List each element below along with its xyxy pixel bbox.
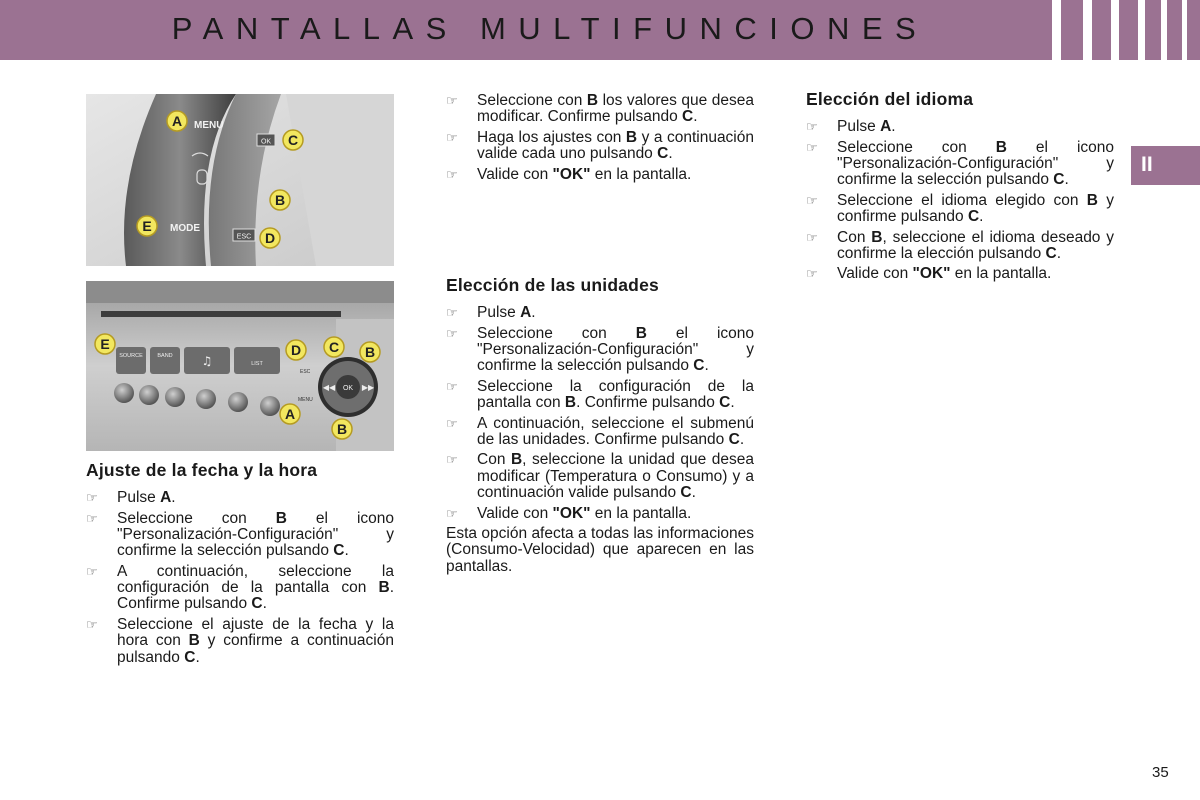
radio-panel-photo — [86, 281, 394, 451]
pointing-hand-icon: ☞ — [446, 166, 458, 182]
header-stripe — [1083, 0, 1092, 60]
text-span: y confirme a continuación pulsando — [117, 632, 394, 666]
ok-button-label: OK — [260, 138, 272, 146]
steps-list — [446, 93, 754, 183]
text-span: Seleccione con — [837, 138, 996, 156]
bold-key: B — [510, 451, 523, 469]
text-span: el icono "Personalización-Configuración" y confirme la selección pulsando — [837, 138, 1114, 189]
text-span: . — [344, 542, 349, 560]
text-span: Pulse — [477, 304, 521, 322]
rewind-icon: ◀◀ — [322, 383, 336, 392]
menu-button-label: MENU — [194, 120, 224, 131]
bold-key: B — [1086, 191, 1098, 209]
callout-c — [283, 130, 303, 150]
units-note: Esta opción afecta a todas las informaciones (Consumo-Velocidad) que aparecen en las pantallas. — [446, 524, 754, 575]
heading-units: Elección de las unidades — [446, 275, 659, 295]
text-span: Seleccione con — [477, 324, 636, 342]
bold-key: B — [871, 228, 883, 246]
pointing-hand-icon: ☞ — [806, 266, 818, 282]
page-title: PANTALLAS MULTIFUNCIONES — [171, 11, 929, 46]
list-item — [806, 119, 1114, 135]
text-span: . — [691, 484, 696, 502]
bold-key: B — [625, 128, 638, 146]
pointing-hand-icon: ☞ — [446, 325, 458, 341]
text-span: Seleccione con — [117, 509, 276, 527]
svg-text:A: A — [171, 113, 183, 129]
callout-c — [324, 337, 344, 357]
svg-text:E: E — [100, 336, 110, 352]
bold-key: C — [1053, 171, 1065, 189]
pointing-hand-icon: ☞ — [806, 192, 818, 208]
list-item — [446, 93, 754, 126]
text-span: . — [668, 145, 673, 163]
text-span: , seleccione la unidad que desea modificar (Temperatura o Consumo) y a continuación valide pulsando — [477, 451, 754, 502]
bold-key: B — [275, 509, 287, 527]
text-span: Seleccione el idioma elegido con — [837, 191, 1087, 209]
pointing-hand-icon: ☞ — [86, 510, 98, 526]
text-span: A continuación, seleccione la configuración de la pantalla con — [117, 562, 394, 597]
text-span: Pulse — [117, 489, 161, 507]
text-span: . — [1056, 244, 1062, 262]
svg-text:C: C — [328, 339, 340, 355]
bold-key: "OK" — [552, 165, 591, 183]
menu-button-label: MENU — [298, 397, 313, 403]
list-item — [86, 490, 394, 506]
header-stripe — [1052, 0, 1061, 60]
text-span: A continuación, seleccione el submenú de las unidades. Confirme pulsando — [477, 414, 754, 448]
svg-text:C: C — [287, 132, 299, 148]
list-item — [446, 452, 754, 501]
pointing-hand-icon: ☞ — [806, 229, 818, 245]
bold-key: C — [184, 648, 196, 666]
text-span: . — [531, 304, 536, 322]
bold-key: A — [880, 118, 892, 136]
fast-forward-icon: ▶▶ — [361, 383, 375, 392]
steps-list — [86, 490, 394, 666]
text-span: . Confirme pulsando — [576, 394, 720, 412]
bold-key: "OK" — [912, 265, 951, 283]
text-span: Seleccione el ajuste de la fecha y la hora con — [117, 615, 394, 650]
bold-key: C — [693, 357, 705, 375]
bold-key: "OK" — [552, 504, 591, 522]
bold-key: B — [995, 138, 1007, 156]
header-stripe — [1138, 0, 1145, 60]
callout-b — [332, 419, 352, 439]
callout-b — [360, 342, 380, 362]
bold-key: A — [160, 489, 172, 507]
svg-text:D: D — [264, 230, 276, 246]
text-span: y confirme pulsando — [837, 191, 1114, 226]
list-item — [446, 416, 754, 449]
pointing-hand-icon: ☞ — [446, 378, 458, 394]
list-item — [806, 193, 1114, 226]
callout-d — [260, 228, 280, 248]
list-item — [86, 511, 394, 560]
bold-key: B — [188, 632, 200, 650]
column-units — [446, 277, 754, 575]
steps-list — [446, 305, 754, 522]
bold-key: B — [378, 579, 390, 597]
text-span: en la pantalla. — [590, 165, 692, 183]
bold-key: B — [564, 394, 577, 412]
pointing-hand-icon: ☞ — [446, 305, 458, 321]
bold-key: C — [682, 108, 694, 126]
svg-text:B: B — [274, 192, 286, 208]
section-tab — [1131, 146, 1200, 185]
pointing-hand-icon: ☞ — [86, 616, 98, 632]
pointing-hand-icon: ☞ — [446, 129, 458, 145]
text-span: . — [891, 118, 896, 136]
text-span: . — [262, 595, 267, 613]
steps-list — [806, 119, 1114, 282]
svg-text:B: B — [336, 421, 348, 437]
bold-key: C — [333, 542, 345, 560]
bold-key: C — [967, 208, 980, 226]
text-span: Haga los ajustes con — [477, 128, 626, 146]
text-span: en la pantalla. — [950, 265, 1052, 283]
bold-key: B — [635, 324, 647, 342]
text-span: , seleccione el idioma deseado y confirme la elección pulsando — [837, 228, 1114, 262]
text-span: . — [730, 394, 735, 412]
ok-button-label: OK — [342, 385, 354, 392]
callout-d — [286, 340, 306, 360]
steering-controls-photo — [86, 94, 394, 266]
pointing-hand-icon: ☞ — [446, 415, 458, 431]
list-item — [806, 140, 1114, 189]
text-span: . — [171, 489, 176, 507]
list-item — [86, 617, 394, 666]
bold-key: C — [728, 430, 740, 448]
text-span: . — [704, 357, 709, 375]
column-continued-steps — [446, 93, 754, 187]
pointing-hand-icon: ☞ — [806, 119, 818, 135]
header-stripe — [1161, 0, 1167, 60]
svg-text:B: B — [364, 344, 376, 360]
section-tab-label: II — [1141, 153, 1153, 176]
callout-e — [95, 334, 115, 354]
text-span: . — [979, 208, 984, 226]
list-item — [446, 379, 754, 412]
callout-e — [137, 216, 157, 236]
list-button-label: LIST — [251, 361, 263, 367]
list-item — [806, 266, 1114, 282]
list-item — [446, 506, 754, 522]
text-span: . — [1064, 171, 1069, 189]
text-span: . — [195, 648, 200, 666]
column-date-time — [86, 462, 394, 670]
header-stripe — [1182, 0, 1187, 60]
esc-button-label: ESC — [300, 369, 311, 375]
pointing-hand-icon: ☞ — [86, 563, 98, 579]
svg-text:D: D — [290, 342, 302, 358]
list-item — [446, 305, 754, 321]
pointing-hand-icon: ☞ — [446, 93, 458, 108]
bold-key: C — [680, 484, 692, 502]
text-span: . — [693, 108, 698, 126]
text-span: en la pantalla. — [590, 504, 692, 522]
text-span: el icono "Personalización-Configuración" y confirme la selección pulsando — [477, 324, 754, 375]
column-language — [806, 91, 1114, 287]
bold-key: C — [719, 394, 731, 412]
pointing-hand-icon: ☞ — [806, 139, 818, 155]
music-note-icon: ♫ — [201, 354, 213, 368]
page-header — [0, 0, 1200, 60]
text-span: Con — [837, 228, 872, 246]
list-item — [86, 564, 394, 613]
list-item — [446, 326, 754, 375]
bold-key: C — [251, 595, 263, 613]
list-item — [446, 167, 754, 183]
pointing-hand-icon: ☞ — [86, 490, 98, 506]
callout-a — [167, 111, 187, 131]
list-item — [446, 130, 754, 163]
svg-text:E: E — [142, 218, 152, 234]
text-span: Con — [477, 451, 511, 469]
band-button-label: BAND — [157, 353, 173, 359]
text-span: Valide con — [837, 265, 913, 283]
callout-b — [270, 190, 290, 210]
page-number: 35 — [1152, 764, 1169, 781]
text-span: y a continuación valide cada uno pulsando — [477, 128, 754, 163]
bold-key: B — [586, 92, 599, 109]
text-span: Valide con — [477, 504, 553, 522]
svg-text:A: A — [284, 406, 296, 422]
text-span: . — [739, 430, 745, 448]
text-span: Seleccione la configuración de la pantalla con — [477, 377, 754, 412]
text-span: Seleccione con — [477, 92, 587, 109]
heading-date-time: Ajuste de la fecha y la hora — [86, 460, 318, 480]
text-span: . Confirme pulsando — [117, 579, 394, 613]
heading-language: Elección del idioma — [806, 89, 974, 109]
source-button-label: SOURCE — [119, 353, 143, 359]
bold-key: C — [657, 145, 669, 163]
text-span: los valores que desea modificar. Confirme pulsando — [477, 92, 754, 126]
pointing-hand-icon: ☞ — [446, 505, 458, 521]
mode-button-label: MODE — [170, 223, 200, 234]
esc-button-label: ESC — [236, 233, 252, 241]
text-span: Valide con — [477, 165, 553, 183]
bold-key: A — [520, 304, 532, 322]
text-span: el icono "Personalización-Configuración" y confirme la selección pulsando — [117, 509, 394, 560]
bold-key: C — [1045, 244, 1057, 262]
text-span: Pulse — [837, 118, 881, 136]
list-item — [806, 230, 1114, 263]
callout-a — [280, 404, 300, 424]
pointing-hand-icon: ☞ — [446, 452, 458, 468]
header-stripe — [1111, 0, 1119, 60]
